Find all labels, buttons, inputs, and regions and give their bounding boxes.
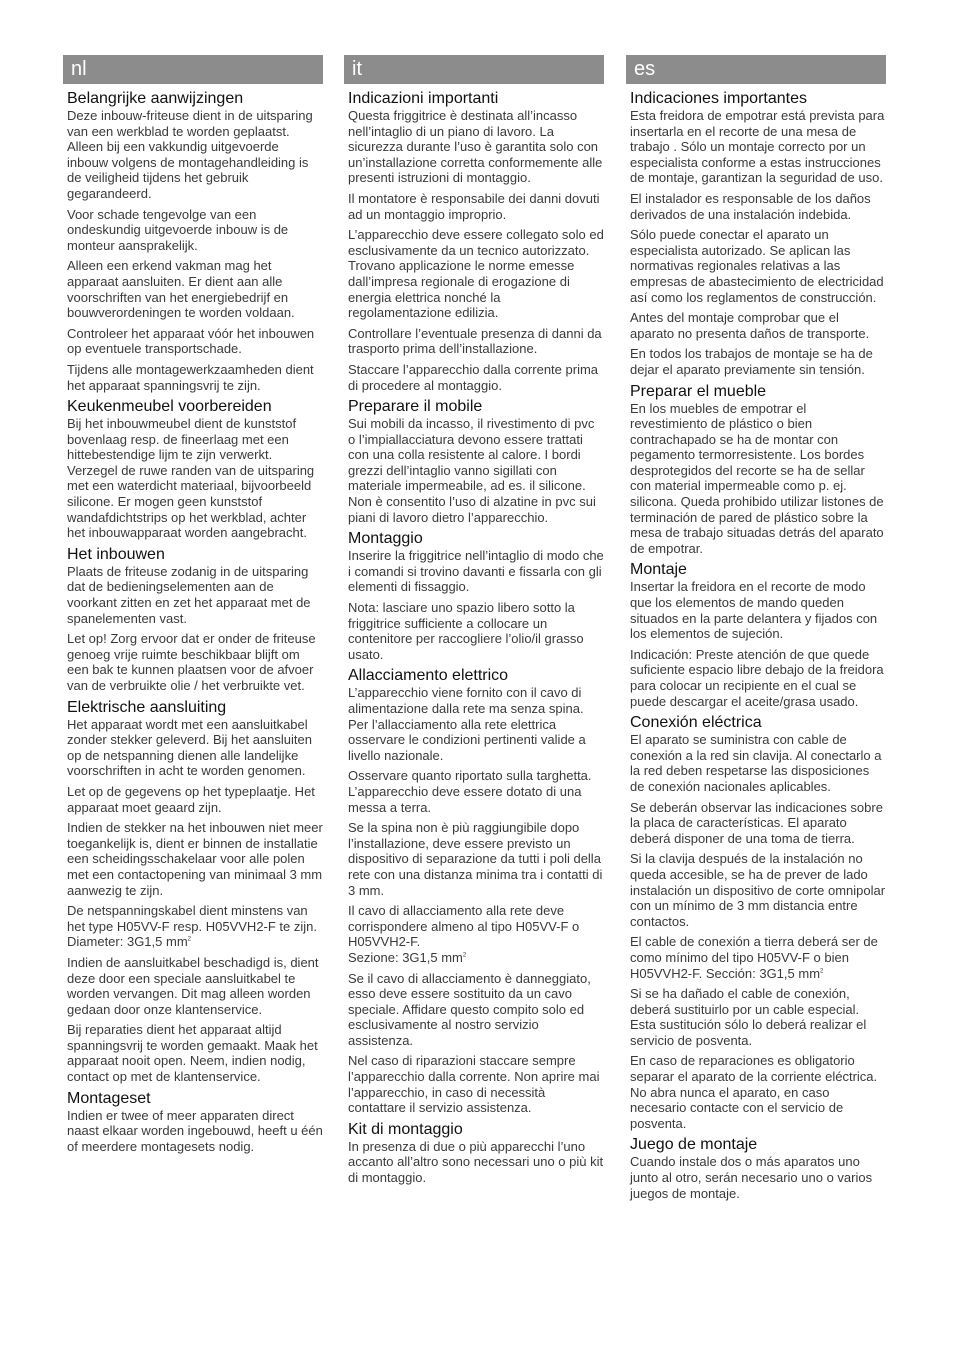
paragraph: El instalador es responsable de los daños derivados de una instalación indebida. bbox=[630, 190, 871, 222]
paragraph: Voor schade tengevolge van een ondeskundig uitgevoerde inbouw is de monteur aansprakelijk. bbox=[67, 206, 289, 253]
paragraph: Osservare quanto riportato sulla targhetta. L’apparecchio deve essere dotato di una messa a terra. bbox=[348, 768, 592, 815]
section bbox=[67, 546, 323, 694]
paragraph: Indien de stekker na het inbouwen niet meer toegankelijk is, dient er binnen de installatie een scheidingsschakelaar voor alle polen met een contactopening van minimaal 3 mm aanwezig te zijn. bbox=[67, 820, 323, 898]
paragraph: Staccare l’apparecchio dalla corrente prima di procedere al montaggio. bbox=[348, 361, 599, 393]
paragraph: Il montatore è responsabile dei danni dovuti ad un montaggio improprio. bbox=[348, 190, 600, 222]
paragraph: Controleer het apparaat vóór het inbouwen op eventuele transportschade. bbox=[67, 325, 315, 357]
section-heading: Indicaciones importantes bbox=[630, 90, 807, 107]
paragraph: Controllare l’eventuale presenza di danni da trasporto prima dell’installazione. bbox=[348, 325, 602, 357]
sections bbox=[348, 90, 604, 1186]
section bbox=[630, 561, 886, 709]
paragraph: Indien er twee of meer apparaten direct naast elkaar worden ingebouwd, heeft u één of meerdere montagesets nodig. bbox=[67, 1107, 323, 1154]
paragraph: Nota: lasciare uno spazio libero sotto la friggitrice sufficiente a collocare un contenitore per raccogliere l’olio/il grasso usato. bbox=[348, 600, 584, 662]
paragraph: Sólo puede conectar el aparato un especialista autorizado. Se aplican las normativas regionales relativas a las empresas de abastecimiento de electricidad así como los reglamentos de construcción. bbox=[630, 227, 884, 305]
language-header: it bbox=[344, 55, 604, 84]
section-heading: Indicazioni importanti bbox=[348, 90, 499, 107]
column-it bbox=[348, 55, 604, 1186]
section bbox=[67, 699, 323, 1085]
paragraph: Inserire la friggitrice nell’intaglio di modo che i comandi si trovino davanti e fissarla con gli elementi di fissaggio. bbox=[348, 548, 604, 595]
paragraph: L’apparecchio viene fornito con il cavo di alimentazione dalla rete ma senza spina. Per l’allacciamento alla rete elettrica osservare le condizioni pertinenti valide a livello nazionale. bbox=[348, 685, 586, 763]
paragraph: Sui mobili da incasso, il rivestimento di pvc o l’impiallacciatura devono essere trattati con una colla resistente al calore. I bordi grezzi dell’intaglio vanno sigillati con materiale impermeabile, ad es. il silicone. Non è consentito l’uso di alzatine in pvc sui piani di lavoro dietro l’apparecchio. bbox=[348, 416, 596, 525]
column-nl bbox=[67, 55, 323, 1154]
paragraph: En los muebles de empotrar el revestimiento de plástico o bien contrachapado se ha de montar con pegamento termorresistente. Los bordes desprotegidos del recorte se ha de sellar con material impermeable como p. ej. silicona. Queda prohibido utilizar listones de terminación de pared de plástico sobre la mesa de trabajo situadas detrás del aparato de empotrar. bbox=[630, 400, 884, 556]
section bbox=[348, 530, 604, 662]
sections bbox=[67, 90, 323, 1154]
paragraph: Alleen een erkend vakman mag het apparaat aansluiten. Er dient aan alle voorschriften van het energiebedrijf en bouwverordeningen te worden voldaan. bbox=[67, 258, 295, 321]
section bbox=[348, 398, 604, 525]
paragraph: Cuando instale dos o más aparatos uno junto al otro, serán necesario uno o varios juegos de montaje. bbox=[630, 1154, 873, 1201]
section-heading: Preparar el mueble bbox=[630, 382, 767, 400]
paragraph: El cable de conexión a tierra deberá ser de como mínimo del tipo H05VV-F o bien H05VVH2-F. Sección: 3G1,5 $mm^2$ bbox=[630, 934, 878, 981]
paragraph: Se deberán observar las indicaciones sobre la placa de características. El aparato deberá disponer de una toma de tierra. bbox=[630, 799, 883, 846]
section-heading: Juego de montaje bbox=[630, 1136, 758, 1154]
section-heading: Keukenmeubel voorbereiden bbox=[67, 398, 272, 416]
paragraph: Si la clavija después de la instalación no queda accesible, se ha de prever de lado instalación un dispositivo de corte omnipolar con un mínimo de 3 mm distancia entre contactos. bbox=[630, 851, 886, 929]
paragraph: De netspanningskabel dient minstens van het type H05VV-F resp. H05VVH2-F te zijn. Diameter: 3G1,5 $mm^2$ bbox=[67, 903, 317, 950]
paragraph: Deze inbouw-friteuse dient in de uitsparing van een werkblad te worden geplaatst. Alleen bij een vakkundig uitgevoerde inbouw volgens de montagehandleiding is de veiligheid tijdens het gebruik gegarandeerd. bbox=[67, 108, 313, 201]
paragraph: Indicación: Preste atención de que quede suficiente espacio libre debajo de la freidora para colocar un recipiente en el cual se puede descargar el aceite/grasa usado. bbox=[630, 646, 884, 709]
section-heading: Allacciamento elettrico bbox=[348, 667, 509, 685]
paragraph: Insertar la freidora en el recorte de modo que los elementos de mando queden situados en la parte delantera y fijados con los elementos de sujeción. bbox=[630, 579, 878, 642]
paragraph: Nel caso di riparazioni staccare sempre l’apparecchio dalla corrente. Non aprire mai l’apparecchio, in caso di necessità contattare il servizio assistenza. bbox=[348, 1053, 600, 1116]
section-heading: Belangrijke aanwijzingen bbox=[67, 90, 244, 107]
section-heading: Montageset bbox=[67, 1089, 151, 1107]
paragraph: In presenza di due o più apparecchi l’uno accanto all’altro sono necessari uno o più kit di montaggio. bbox=[348, 1138, 604, 1186]
section-heading: Het inbouwen bbox=[67, 545, 165, 563]
column-es bbox=[630, 55, 886, 1201]
section bbox=[67, 398, 323, 541]
paragraph: Het apparaat wordt met een aansluitkabel zonder stekker geleverd. Bij het aansluiten op de netspanning dienen alle landelijke voorschriften in acht te worden genomen. bbox=[67, 716, 312, 779]
section-heading: Preparare il mobile bbox=[348, 398, 483, 416]
paragraph: Il cavo di allacciamento alla rete deve corrispondere almeno al tipo H05VV-F o H05VVH2-F. Sezione: 3G1,5 $mm^2$ bbox=[348, 903, 580, 965]
paragraph: Se il cavo di allacciamento è danneggiato, esso deve essere sostituito da un cavo speciale. Affidare questo compito solo ed esclusivamente al nostro servizio assistenza. bbox=[348, 970, 591, 1048]
paragraph: Antes del montaje comprobar que el aparato no presenta daños de transporte. bbox=[630, 310, 870, 341]
paragraph: En todos los trabajos de montaje se ha de dejar el aparato previamente sin tensión. bbox=[630, 346, 873, 377]
paragraph: En caso de reparaciones es obligatorio separar el aparato de la corriente eléctrica. No abra nunca el aparato, en caso necesario contacte con el servicio de posventa. bbox=[630, 1053, 878, 1131]
section bbox=[630, 1136, 886, 1201]
section bbox=[348, 1121, 604, 1186]
paragraph: L’apparecchio deve essere collegato solo ed esclusivamente da un tecnico autorizzato. Trovano applicazione le norme emesse dall’impresa regionale di erogazione di energia elettrica nonché la regolamentazione edilizia. bbox=[348, 227, 604, 321]
section bbox=[67, 90, 323, 393]
section-heading: Montaggio bbox=[348, 530, 423, 548]
section-heading: Conexión eléctrica bbox=[630, 714, 762, 732]
paragraph: Si se ha dañado el cable de conexión, deberá sustituirlo por un cable especial. Esta sustitución sólo lo deberá realizar el servicio de posventa. bbox=[630, 986, 867, 1048]
paragraph: Plaats de friteuse zodanig in de uitsparing dat de bedieningselementen aan de voorkant zitten en zet het apparaat met de spanelementen vast. bbox=[67, 563, 311, 626]
paragraph: Se la spina non è più raggiungibile dopo l’installazione, deve essere previsto un dispositivo di separazione da tutti i poli della rete con una distanza minima tra i contatti di 3 mm. bbox=[348, 820, 603, 898]
language-header: nl bbox=[63, 55, 323, 84]
section-heading: Kit di montaggio bbox=[348, 1120, 463, 1138]
paragraph: Indien de aansluitkabel beschadigd is, dient deze door een speciale aansluitkabel te worden vervangen. Dit mag alleen worden gedaan door onze klantenservice. bbox=[67, 954, 319, 1017]
paragraph: Questa friggitrice è destinata all’incasso nell’intaglio di un piano di lavoro. La sicurezza durante l’uso è garantita solo con un’installazione corretta conformemente alle presenti istruzioni di montaggio. bbox=[348, 108, 603, 186]
paragraph: Let op! Zorg ervoor dat er onder de friteuse genoeg vrije ruimte beschikbaar blijft om een bak te kunnen plaatsen voor de afvoer van de verbruikte olie / het verbruikte vet. bbox=[67, 631, 316, 693]
section bbox=[348, 90, 604, 393]
paragraph: Tijdens alle montagewerkzaamheden dient het apparaat spanningsvrij te zijn. bbox=[67, 361, 314, 393]
section-heading: Elektrische aansluiting bbox=[67, 698, 227, 716]
section bbox=[67, 1090, 323, 1155]
section bbox=[630, 90, 886, 378]
paragraph: Esta freidora de empotrar está prevista para insertarla en el recorte de una mesa de trabajo . Sólo un montaje correcto por un especialista conforme a estas instrucciones de montaje, garantizan la seguridad de uso. bbox=[630, 108, 885, 186]
paragraph: Bij het inbouwmeubel dient de kunststof bovenlaag resp. de fineerlaag met een hittebestendige lijm te zijn verwerkt. Verzegel de ruwe randen van de uitsparing met een waterdicht materiaal, bijvoorbeeld silicone. Er mogen geen kunststof wandafdichtstrips op het werkblad, achter het inbouwapparaat worden aangebracht. bbox=[67, 416, 315, 541]
section bbox=[630, 714, 886, 1131]
paragraph: Let op de gegevens op het typeplaatje. Het apparaat moet geaard zijn. bbox=[67, 783, 315, 815]
paragraph: El aparato se suministra con cable de conexión a la red sin clavija. Al conectarlo a la red deben respetarse las disposiciones de conexión nacionales aplicables. bbox=[630, 732, 882, 794]
sections bbox=[630, 90, 886, 1201]
section bbox=[348, 667, 604, 1115]
section bbox=[630, 383, 886, 557]
section-heading: Montaje bbox=[630, 561, 687, 579]
paragraph: Bij reparaties dient het apparaat altijd spanningsvrij te worden gemaakt. Maak het apparaat nooit open. Neem, indien nodig, contact op met de klantenservice. bbox=[67, 1022, 318, 1085]
language-header: es bbox=[626, 55, 886, 84]
